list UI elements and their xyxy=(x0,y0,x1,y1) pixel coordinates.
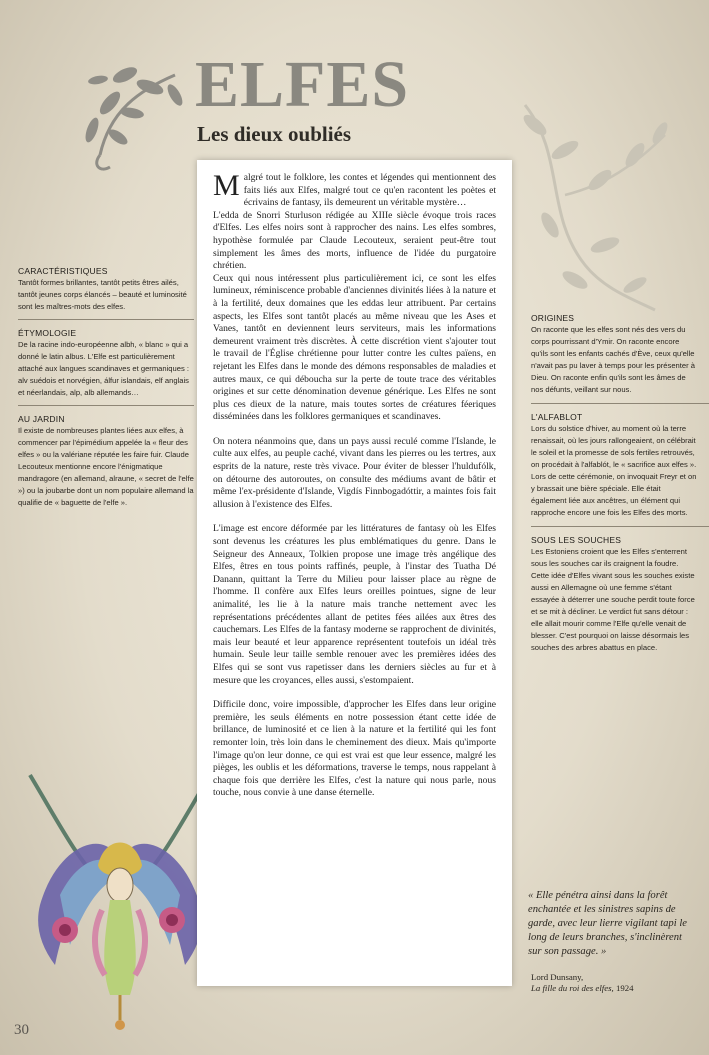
sidebar-text: Tantôt formes brillantes, tantôt petits êtres ailés, tantôt jeunes corps élancés – beauté et luminosité sont les maîtres-mots des elfes. xyxy=(18,278,187,311)
paragraph: L'edda de Snorri Sturluson rédigée au XIIIe siècle évoque trois races d'Elfes. Les elfes noirs sont à rapprocher des nains. Les elfes sombres, hypothèse formulée par Claude Lecouteux, seraient peut-être tout simplement les âmes des morts, influence de l'idée du purgatoire chrétien. xyxy=(213,209,496,272)
sidebar-divider xyxy=(531,526,709,527)
paragraph: Difficile donc, voire impossible, d'approcher les Elfes dans leur origine première, les seuls éléments en notre possession étant cette idée de brillance, de luminosité et ce lien à la nature et la fertilité qui les font remonter loin, très loin dans le cheminement des dieux. Mais qu'importe l'image qu'on leur donne, ce qui est vrai est que leur essence, malgré les pièges, les oublis et les déformations, traverse le temps, nous rappelant à chaque fois que derrière les Elfes, c'est la nature qui nous parle, nous touche, nous convie à une danse éternelle. xyxy=(213,699,496,799)
page-title: ELFES xyxy=(195,48,410,121)
sidebar-heading: L'ALFABLOT xyxy=(531,412,583,422)
sidebar-section-etymologie xyxy=(18,327,194,399)
sidebar-heading: AU JARDIN xyxy=(18,414,65,424)
sidebar-divider xyxy=(531,403,709,404)
quote-attribution xyxy=(531,972,691,994)
quote-year: 1924 xyxy=(613,983,634,993)
sidebar-text: On raconte que les elfes sont nés des vers du corps pourrissant d'Ymir. On raconte encore qu'ils sont les enfants cachés d'Ève, ceux qu'elle n'avait pas pu laver à temps pour les présenter à Dieu. On raconte enfin qu'ils sont les âmes de nos défunts, veillant sur nous. xyxy=(531,325,695,394)
sidebar-heading: ORIGINES xyxy=(531,313,575,323)
paragraph: L'image est encore déformée par les littératures de fantasy où les Elfes sont devenus les créatures les plus emblématiques du genre. Dans le Seigneur des Anneaux, Tolkien propose une image très angélique des Elfes, êtres en tous points raffinés, peuple, à l'instar des Tuatha Dé Danann, quittant la Terre du Milieu pour laisser place au règne de l'homme. Il confère aux Elfes leurs oreilles pointues, signe de leur animalité, les lie à la nature mais tranche nettement avec les représentations précédentes allant de petites fées ailées aux êtres des cauchemars. Les Elfes de la fantasy moderne se rapprochent de divinités, mais leur beauté et leur apparence représentent toutefois un idéal très humain. Seule leur taille semble renouer avec les premières idées des Elfes qui se sont vus rapetisser dans les derniers siècles au fur et à mesure que les croyances, elles aussi, s'estompaient. xyxy=(213,523,496,686)
sidebar-text: Les Estoniens croient que les Elfes s'enterrent sous les souches car ils craignent la foudre. Cette idée d'Elfes vivant sous les souches existe aussi en Allemagne où une femme s'étant essayée à déterrer une souche perdit toute force et se mit à décliner. Le verdict fut sans détour : elle allait mourir comme l'Elfe qu'elle venait de blesser. C'est pourquoi on laisse désormais les souches des arbres abattus en place. xyxy=(531,547,695,652)
sidebar-heading: SOUS LES SOUCHES xyxy=(531,535,622,545)
paragraph: Ceux qui nous intéressent plus particulièrement ici, ce sont les elfes lumineux, réminiscence probable d'anciennes divinités liées à la nature et à la fertilité, deux domaines que les eddas leur attribuent. Par certains aspects, les Elfes sont tantôt placés au même niveau que les Ases et Vanes, tantôt en deviennent leurs serviteurs, mais les informations demeurent vraiment très discrètes. À cette discrétion vient s'ajouter tout le travail de l'Église chrétienne pour lutter contre les cultes païens, en rejetant les Elfes dans le monde des démons responsables de maladies et autres maux, ce qui déboucha sur la perte de toute trace des véritables origines et sur cette dénomination devenue générique. Les Elfes ne sont plus ces dieux de la nature, mais toutes sortes de créatures féeriques disséminées dans les folklores germaniques et scandinaves. xyxy=(213,272,496,423)
main-text-panel xyxy=(197,160,512,986)
sidebar-left xyxy=(18,265,194,509)
sidebar-text: Il existe de nombreuses plantes liées aux elfes, à commencer par l'épimédium appelée la « fleur des elfes » ou la valériane réputée les faire fuir. Claude Lecouteux mentionne encore l'énigmatique mandragore (en allemand, alraune, « secret de l'elfe ») ou la joubarbe dont un nom populaire allemand la qualifie de « baguette de l'elfe ». xyxy=(18,426,194,507)
sidebar-heading: CARACTÉRISTIQUES xyxy=(18,266,108,276)
sidebar-section-origines xyxy=(531,312,709,396)
sidebar-divider xyxy=(18,319,194,320)
drop-cap: M xyxy=(213,169,240,202)
sidebar-heading: ÉTYMOLOGIE xyxy=(18,328,77,338)
sidebar-right xyxy=(531,312,709,654)
quote-source xyxy=(531,983,691,994)
sidebar-section-caracteristiques xyxy=(18,265,194,313)
page-number: 30 xyxy=(14,1022,29,1038)
paragraph xyxy=(213,169,496,210)
leaf-vine-ornament-right xyxy=(505,95,685,325)
sidebar-section-alfablot xyxy=(531,411,709,519)
paragraph-text: algré tout le folklore, les contes et légendes qui mentionnent des faits liés aux Elfes, malgré tout ce qu'en racontent les poètes et écrivains de fantasy, ils demeurent un véritable mystère… xyxy=(243,172,496,209)
epigraph-quote: « Elle pénétra ainsi dans la forêt enchantée et les sinistres sapins de garde, avec leur lierre vigilant tapi le long de leurs branches, s'inclinèrent sur son passage. » xyxy=(528,890,687,957)
sidebar-text: De la racine indo-européenne albh, « blanc » qui a donné le latin albus. L'Elfe est particulièrement attaché aux langues scandinaves et germaniques : alv suédois et norvégien, álfur islandais, elf anglais et néerlandais, alp, alb allemands… xyxy=(18,340,189,397)
paragraph: On notera néanmoins que, dans un pays aussi reculé comme l'Islande, le culte aux elfes, au peuple caché, vivant dans les pierres ou les tertres, aux esprits de la nature, reste très vivace. Pour éviter de blesser l'huldufólk, on détourne des autoroutes, on consulte des médiums avant de bâtir et même l'ex-présidente d'Islande, Vigdís Finnbogadóttir, a maintes fois fait allusion à l'existence des Elfes. xyxy=(213,435,496,510)
page-subtitle: Les dieux oubliés xyxy=(197,122,352,146)
quote-author: Lord Dunsany, xyxy=(531,972,584,982)
sidebar-section-au-jardin xyxy=(18,413,194,509)
quote-source-title: La fille du roi des elfes, xyxy=(531,983,614,993)
sidebar-divider xyxy=(18,405,194,406)
sidebar-text: Lors du solstice d'hiver, au moment où la terre renaissait, où les jours rallongeaient, on célébrait le soleil et la promesse de sols fertiles retrouvés, on procédait à l'alfablót, le « sacrifice aux elfes ». Lors de cette cérémonie, on invoquait Freyr et on y brassait une bière spéciale. Elle était également liée aux ancêtres, un élément qui rapproche encore une fois les Elfes des morts. xyxy=(531,424,697,517)
leaf-vine-ornament-left xyxy=(70,55,200,180)
sidebar-section-sous-les-souches xyxy=(531,534,709,654)
elf-illustration xyxy=(10,735,220,1035)
